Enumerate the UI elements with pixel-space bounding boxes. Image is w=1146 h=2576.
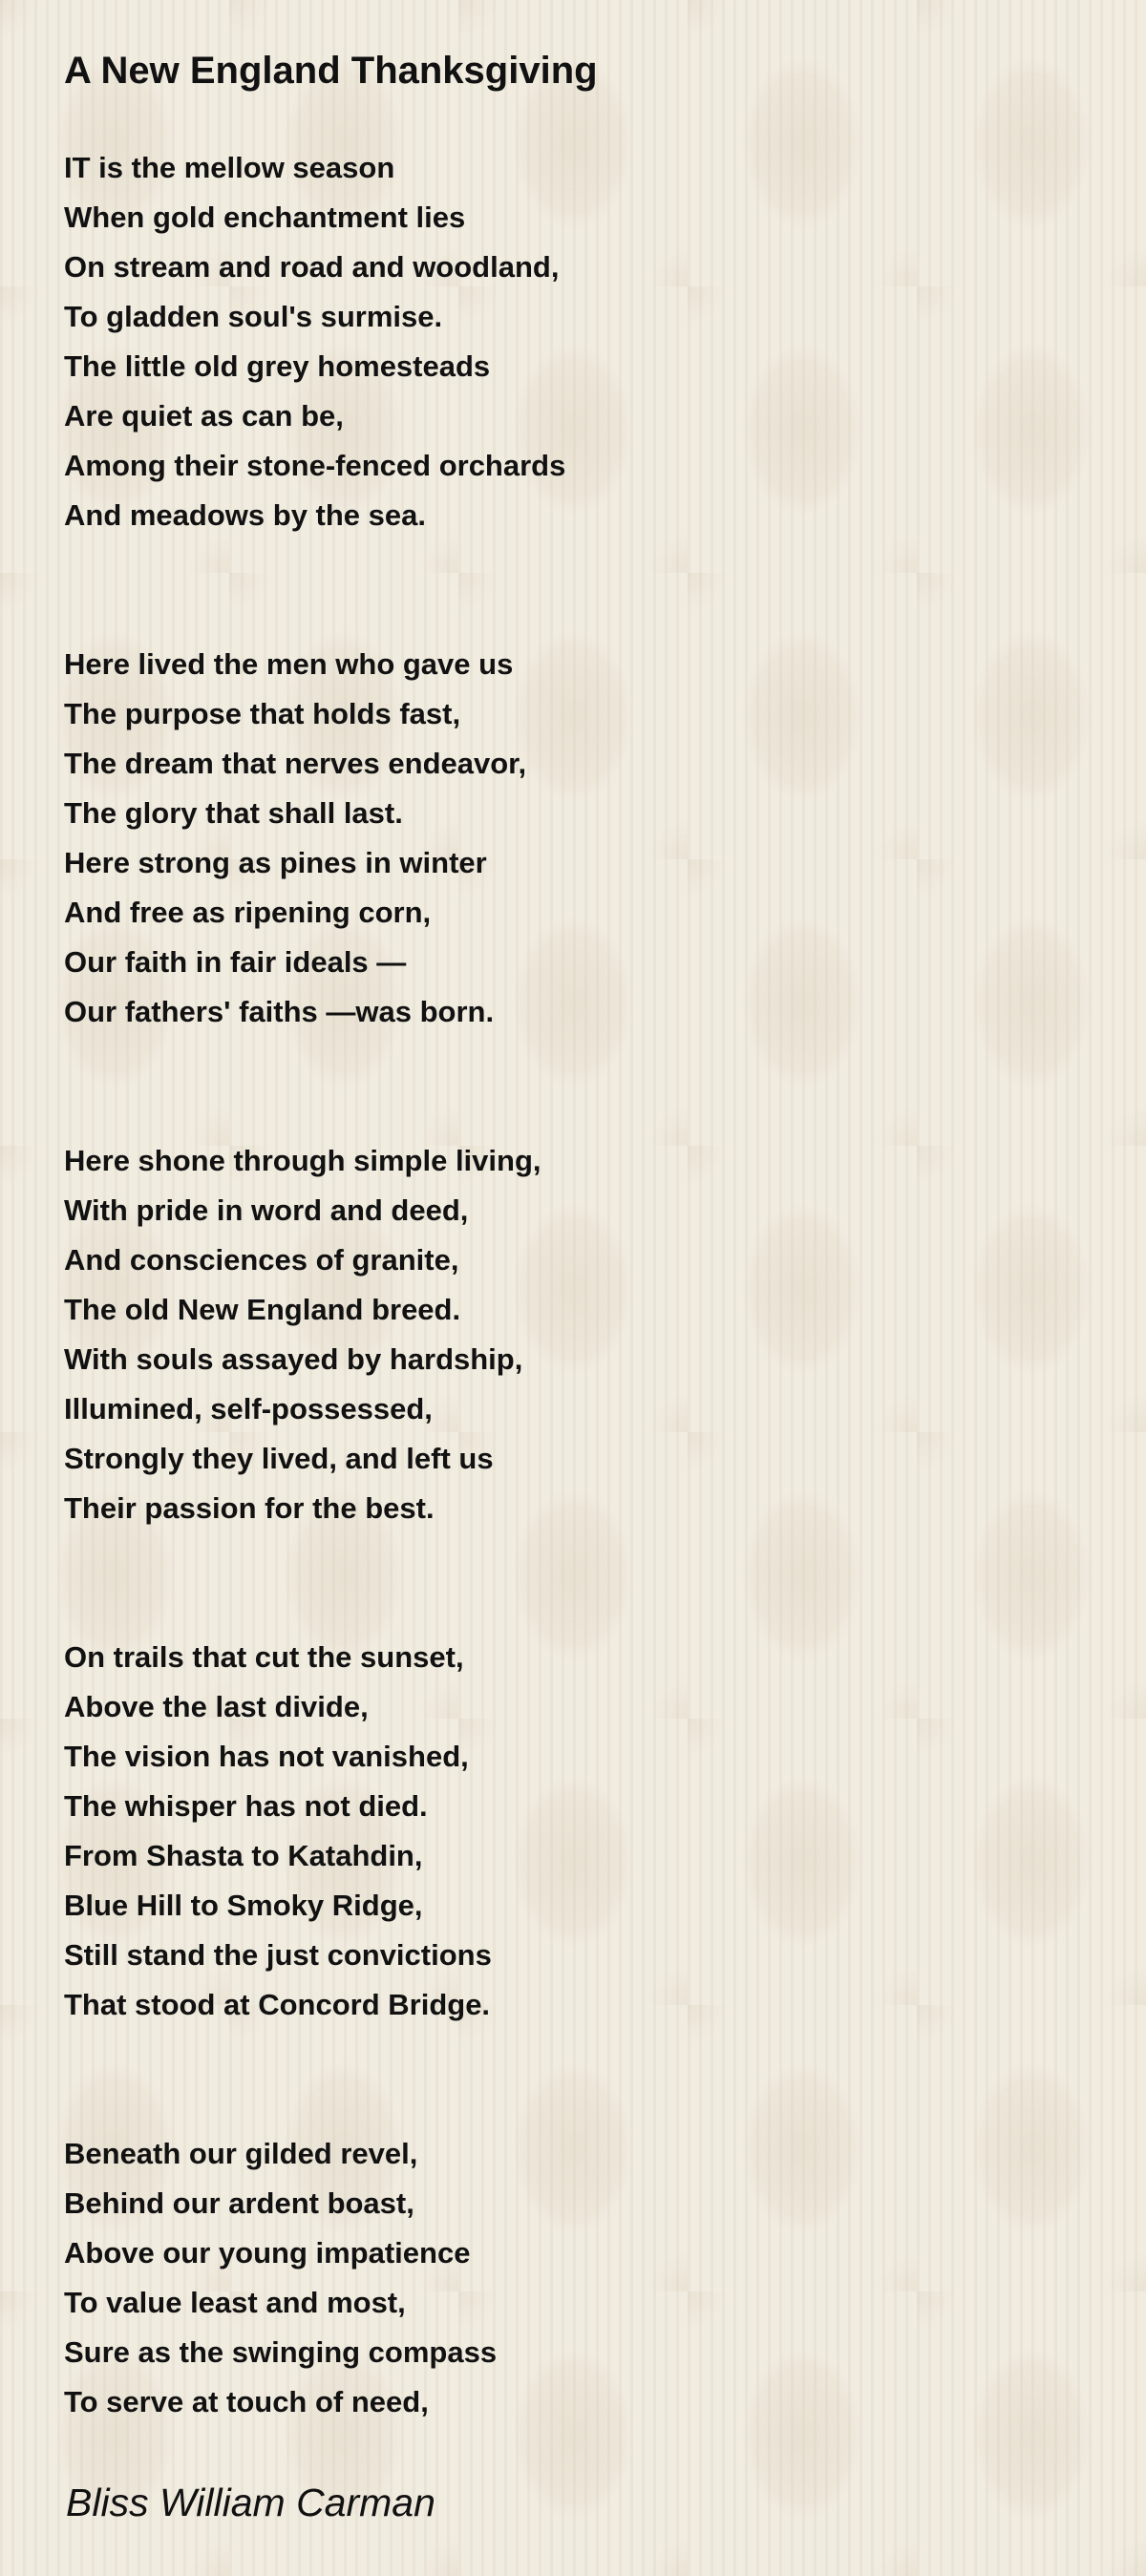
poem-line: With pride in word and deed, (64, 1193, 469, 1227)
poem-line: When gold enchantment lies (64, 201, 466, 234)
poem-line: To value least and most, (64, 2286, 406, 2319)
poem-line: With souls assayed by hardship, (64, 1342, 523, 1376)
poem-line: Our fathers' faiths —was born. (64, 995, 495, 1028)
poem-line: To gladden soul's surmise. (64, 300, 443, 333)
poem-line: On trails that cut the sunset, (64, 1640, 464, 1674)
poem-line: Sure as the swinging compass (64, 2335, 498, 2369)
poem-line: Their passion for the best. (64, 1491, 435, 1525)
poem-line: On stream and road and woodland, (64, 250, 560, 284)
poem-line: And meadows by the sea. (64, 498, 426, 532)
poem-line: Blue Hill to Smoky Ridge, (64, 1889, 423, 1922)
poem-line: Strongly they lived, and left us (64, 1442, 494, 1475)
poem-line: Still stand the just convictions (64, 1938, 492, 1972)
poem-line: And free as ripening corn, (64, 896, 432, 929)
poem-line: Beneath our gilded revel, (64, 2137, 418, 2170)
poem-line: The dream that nerves endeavor, (64, 747, 527, 780)
poem-author: Bliss William Carman (66, 2481, 435, 2524)
poem-line: And consciences of granite, (64, 1243, 459, 1277)
poem-line: From Shasta to Katahdin, (64, 1839, 423, 1872)
poem-line: Here lived the men who gave us (64, 647, 514, 681)
stanza-4 (64, 1633, 1019, 2030)
poem-line: The purpose that holds fast, (64, 697, 461, 730)
poem-line: Are quiet as can be, (64, 399, 344, 433)
poem-line: The glory that shall last. (64, 796, 403, 830)
poem-line: Behind our ardent boast, (64, 2186, 414, 2220)
poem-body (64, 143, 1019, 2526)
stanza-1 (64, 143, 1019, 540)
poem-line: To serve at touch of need, (64, 2385, 429, 2418)
poem-line: The vision has not vanished, (64, 1740, 469, 1773)
poem-line: The whisper has not died. (64, 1789, 428, 1823)
poem-line: Above our young impatience (64, 2236, 471, 2270)
poem-line: Here shone through simple living, (64, 1144, 541, 1177)
stanza-5 (64, 2129, 1019, 2427)
poem-line: Among their stone-fenced orchards (64, 449, 566, 482)
poem-line: That stood at Concord Bridge. (64, 1988, 491, 2021)
stanza-2 (64, 640, 1019, 1037)
poem-title: A New England Thanksgiving (64, 50, 598, 92)
poem-line: Above the last divide, (64, 1690, 369, 1723)
poem-line: Our faith in fair ideals — (64, 945, 407, 979)
stanza-3 (64, 1136, 1019, 1533)
poem-line: The old New England breed. (64, 1293, 461, 1326)
poem-line: Illumined, self-possessed, (64, 1392, 433, 1425)
poem-line: Here strong as pines in winter (64, 846, 487, 879)
poem-line: IT is the mellow season (64, 151, 395, 184)
poem-line: The little old grey homesteads (64, 349, 491, 383)
